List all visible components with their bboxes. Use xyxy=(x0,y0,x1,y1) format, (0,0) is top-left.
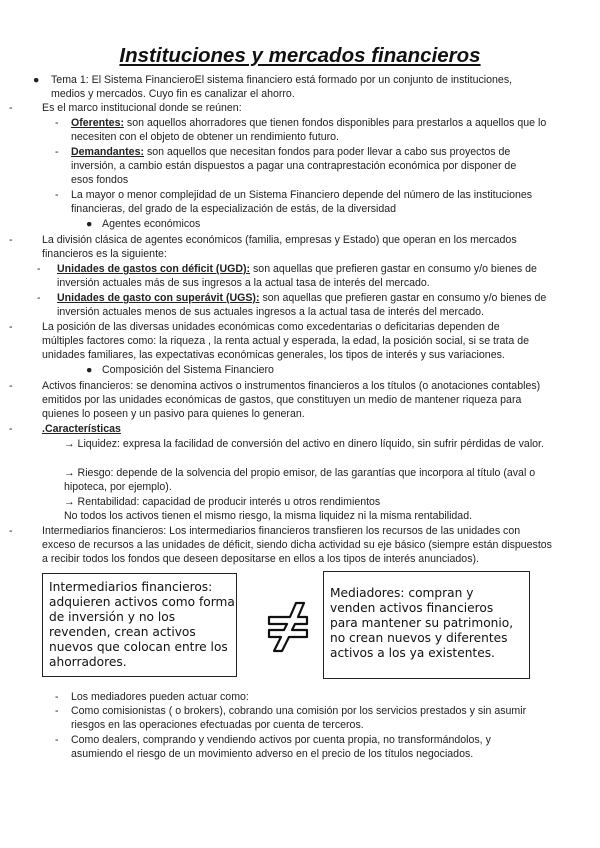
box-left-line: nuevos que colocan entre los xyxy=(49,640,228,654)
dash-marker: - xyxy=(9,321,13,333)
arrow-icon: → xyxy=(64,467,75,479)
mediadores-box xyxy=(323,571,530,679)
box-right-line: venden activos financieros xyxy=(330,601,494,615)
dash-marker: - xyxy=(55,734,59,746)
activos-paragraph: Activos financieros: se denomina activos o instrumentos financieros a los títulos (o anotaciones contables) emitidos por las unidades económicas de gastos, que constituyen un medio de mantener riqueza para quienes lo poseen y un pasivo para quienes lo generan. xyxy=(42,380,541,421)
riesgo-item xyxy=(64,466,544,494)
box-left-line: de inversión y no los xyxy=(49,610,176,624)
demandantes-term: Demandantes: xyxy=(71,146,144,158)
dash-marker: - xyxy=(9,380,13,392)
page-title: Instituciones y mercados financieros xyxy=(119,44,481,67)
box-right-line: activos a los ya existentes. xyxy=(330,646,495,660)
complejidad-paragraph: La mayor o menor complejidad de un Sistema Financiero depende del número de las instituciones financieras, del grado de la especialización de estás, de la diversidad xyxy=(71,189,533,216)
ugs-term: Unidades de gasto con superávit (UGS): xyxy=(57,292,260,304)
ugs-paragraph xyxy=(57,291,557,319)
bullet-marker: ● xyxy=(86,218,93,230)
dealers-item: Como dealers, comprando y vendiendo activos por cuenta propia, no transformándolos, y asumiendo el riesgo de un movimiento adverso en el precio de los títulos negociados. xyxy=(71,734,491,761)
bullet-marker: ● xyxy=(33,74,40,86)
posicion-paragraph: La posición de las diversas unidades económicas como excedentarias o deficitarias dependen de múltiples factores como: la riqueza , la renta actual y esperada, la edad, la posición social, si se trata de unidades familiares, las expectativas económicas generales, los tipos de interés y sus variaciones. xyxy=(42,321,529,362)
box-left-line: ahorradores. xyxy=(49,655,127,669)
liquidez-item xyxy=(64,437,544,451)
rentabilidad-text: Rentabilidad: capacidad de producir interés u otros rendimientos xyxy=(77,496,381,508)
division-paragraph: La división clásica de agentes económicos (familia, empresas y Estado) que operan en los mercados financieros es la siguiente: xyxy=(42,234,517,261)
bullet-marker: ● xyxy=(86,364,93,376)
box-right-line: no crean nuevos y diferentes xyxy=(330,631,508,645)
mediadores-intro: Los mediadores pueden actuar como: xyxy=(71,691,249,703)
caracteristicas-heading: .Características xyxy=(42,423,121,435)
dash-marker: - xyxy=(9,102,13,114)
dash-marker: - xyxy=(9,525,13,537)
ugd-term: Unidades de gastos con déficit (UGD): xyxy=(57,263,251,275)
dash-marker: - xyxy=(55,705,59,717)
ugd-paragraph xyxy=(57,262,557,290)
dash-marker: - xyxy=(9,234,13,246)
box-right-line: para mantener su patrimonio, xyxy=(330,616,514,630)
liquidez-text: Liquidez: expresa la facilidad de conversión del activo en dinero líquido, sin sufrir pérdidas de valor. xyxy=(77,438,544,450)
dash-marker: - xyxy=(37,263,41,275)
agentes-bullet: Agentes económicos xyxy=(102,218,201,230)
box-left-line: adquieren activos como forma xyxy=(49,595,235,609)
comisionistas-item: Como comisionistas ( o brokers), cobrando una comisión por los servicios prestados y sin asumir riesgos en las operaciones efectuadas por cuenta de terceros. xyxy=(71,705,527,732)
not-equal-icon xyxy=(266,597,310,653)
dash-marker: - xyxy=(55,691,59,703)
marco-paragraph: Es el marco institucional donde se reúnen: xyxy=(42,102,242,114)
tema-paragraph: Tema 1: El Sistema FinancieroEl sistema financiero está formado por un conjunto de instituciones, medios y mercados. Cuyo fin es canalizar el ahorro. xyxy=(51,74,513,101)
intermediarios-box xyxy=(42,573,237,677)
arrow-icon: → xyxy=(64,438,75,450)
ugd-text: son aquellas que prefieren gastar en consumo y/o bienes de inversión actuales más de sus ingresos a la actual tasa de interés del mercado. xyxy=(57,263,537,290)
box-left-line: Intermediarios financieros: xyxy=(49,580,213,594)
no-todos-note: No todos los activos tienen el mismo riesgo, la misma liquidez ni la misma rentabilidad. xyxy=(64,510,473,522)
dash-marker: - xyxy=(37,292,41,304)
oferentes-term: Oferentes: xyxy=(71,117,124,129)
intermediarios-paragraph: Intermediarios financieros: Los intermediarios financieros transfieren los recursos de las unidades con exceso de recursos a las unidades de déficit, siendo dicha actividad su eje básico (siempre están dispuestos a recibir todos los fondos que deseen depositarse en ellos a los tipos de interés anunciados). xyxy=(42,525,552,566)
dash-marker: - xyxy=(55,189,59,201)
demandantes-text: son aquellos que necesitan fondos para poder llevar a cabo sus proyectos de inversión, a cambio están dispuestos a pagar una contraprestación económica por disponer de esos fondos xyxy=(71,146,517,187)
oferentes-paragraph xyxy=(71,116,551,144)
box-left-line: revenden, crean activos xyxy=(49,625,196,639)
dash-marker: - xyxy=(9,423,13,435)
oferentes-text: son aquellos ahorradores que tienen fondos disponibles para prestarlos a aquellos que lo necesiten con el objeto de obtener un rendimiento futuro. xyxy=(71,117,547,144)
dash-marker: - xyxy=(55,117,59,129)
ugs-text: son aquellas que prefieren gastar en consumo y/o bienes de inversión actuales menos de sus actuales ingresos a la actual tasa de interés del mercado. xyxy=(57,292,547,319)
composicion-bullet: Composición del Sistema Financiero xyxy=(102,364,274,376)
box-right-line: Mediadores: compran y xyxy=(330,586,474,600)
demandantes-paragraph xyxy=(71,145,531,188)
arrow-icon: → xyxy=(64,496,75,508)
riesgo-text: Riesgo: depende de la solvencia del propio emisor, de las garantías que incorpora al título (aval o hipoteca, por ejemplo). xyxy=(64,467,536,494)
rentabilidad-item xyxy=(64,495,544,509)
dash-marker: - xyxy=(55,146,59,158)
